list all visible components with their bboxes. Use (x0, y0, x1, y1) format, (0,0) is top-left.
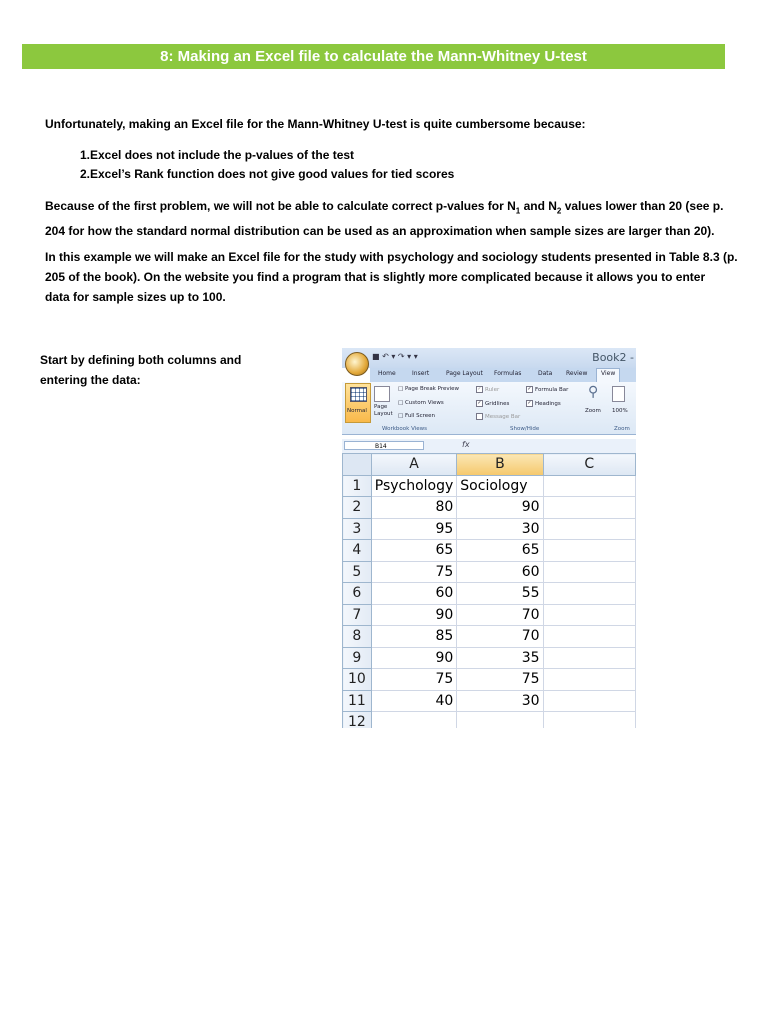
group-workbook-views: Workbook Views (382, 426, 427, 432)
row-header[interactable]: 12 (343, 712, 372, 729)
problem-list (68, 146, 454, 184)
cell[interactable] (543, 626, 635, 648)
cell[interactable] (543, 497, 635, 519)
list-item: 1.Excel does not include the p-values of the test (79, 148, 355, 162)
cell-psychology[interactable]: 80 (371, 497, 457, 519)
table-row (343, 626, 636, 648)
magnifier-icon: ⚲ (588, 384, 599, 400)
table-row (343, 669, 636, 691)
zoom-100-button[interactable]: 100% (612, 408, 628, 414)
cell-sociology[interactable]: 65 (457, 540, 543, 562)
group-zoom: Zoom (614, 426, 630, 432)
ribbon-view (342, 382, 636, 435)
cell-psychology[interactable]: 85 (371, 626, 457, 648)
table-row (343, 561, 636, 583)
ruler-checkbox[interactable]: ✓ Ruler (477, 386, 500, 393)
message-bar-checkbox[interactable]: Message Bar (476, 413, 520, 420)
cell-psychology[interactable]: 40 (371, 690, 457, 712)
page-icon (612, 386, 625, 402)
excel-screenshot (342, 348, 636, 728)
column-header-a[interactable]: A (371, 454, 457, 476)
cell[interactable] (543, 583, 635, 605)
row-header[interactable]: 2 (343, 497, 372, 519)
cell-psychology[interactable]: 75 (371, 669, 457, 691)
column-header-b[interactable]: B (457, 454, 543, 476)
tab-formulas[interactable]: Formulas (494, 370, 522, 377)
tab-view[interactable]: View (596, 368, 620, 382)
cell[interactable] (371, 712, 457, 729)
quick-access-toolbar: ■ ↶ ▾ ↷ ▾ ▾ (372, 352, 418, 361)
formula-bar (342, 439, 636, 454)
office-button-icon[interactable] (345, 352, 369, 376)
gridlines-checkbox[interactable]: ✓ Gridlines (477, 400, 510, 407)
headings-checkbox[interactable]: ✓ Headings (527, 400, 561, 407)
full-screen-button[interactable]: □ Full Screen (398, 413, 436, 419)
normal-label: Normal (347, 408, 367, 414)
table-row (343, 497, 636, 519)
cell[interactable] (543, 669, 635, 691)
cell-sociology[interactable]: 30 (457, 518, 543, 540)
cell[interactable] (543, 475, 635, 497)
row-header[interactable]: 5 (343, 561, 372, 583)
cell-header-sociology[interactable]: Sociology (457, 475, 543, 497)
table-row (343, 647, 636, 669)
table-row (343, 604, 636, 626)
list-item: 2.Excel’s Rank function does not give good values for tied scores (79, 167, 455, 181)
row-header[interactable]: 7 (343, 604, 372, 626)
cell-sociology[interactable]: 75 (457, 669, 543, 691)
fx-icon: fx (462, 440, 470, 449)
cell[interactable] (543, 647, 635, 669)
zoom-button[interactable]: Zoom (585, 408, 601, 414)
row-header[interactable]: 4 (343, 540, 372, 562)
page-layout-icon (374, 386, 390, 402)
paragraph-example: In this example we will make an Excel file for the study with psychology and sociology students presented in Table 8.3 (p. 205 of the book). On the website you find a program that is slightly more complicated because it allows you to enter data for sample sizes up to 100. (45, 250, 738, 304)
cell[interactable] (543, 690, 635, 712)
cell[interactable] (543, 712, 635, 729)
formula-bar-checkbox[interactable]: ✓ Formula Bar (527, 386, 569, 393)
page-layout-button[interactable]: Page Layout (374, 404, 393, 417)
cell-psychology[interactable]: 75 (371, 561, 457, 583)
tab-review[interactable]: Review (566, 370, 588, 377)
cell-sociology[interactable]: 60 (457, 561, 543, 583)
cell-sociology[interactable]: 55 (457, 583, 543, 605)
cell[interactable] (543, 518, 635, 540)
table-row (343, 690, 636, 712)
cell-psychology[interactable]: 90 (371, 647, 457, 669)
tab-page-layout[interactable]: Page Layout (446, 370, 483, 377)
check-icon: ✓ (527, 400, 532, 406)
row-header[interactable]: 1 (343, 475, 372, 497)
check-icon: ✓ (527, 386, 532, 392)
tab-insert[interactable]: Insert (412, 370, 430, 377)
cell-sociology[interactable]: 90 (457, 497, 543, 519)
cell-psychology[interactable]: 65 (371, 540, 457, 562)
custom-views-button[interactable]: □ Custom Views (398, 400, 444, 406)
row-header[interactable]: 9 (343, 647, 372, 669)
cell-sociology[interactable]: 35 (457, 647, 543, 669)
normal-view-button[interactable] (345, 383, 371, 423)
spreadsheet-grid (342, 453, 636, 728)
table-row (343, 518, 636, 540)
row-header[interactable]: 6 (343, 583, 372, 605)
row-header[interactable]: 11 (343, 690, 372, 712)
check-icon: ✓ (477, 386, 482, 392)
row-header[interactable]: 3 (343, 518, 372, 540)
name-box[interactable]: B14 (344, 441, 424, 450)
paragraph-sample-size: Because of the first problem, we will not be able to calculate correct p-values for $N_1$ and $N_2$ values lower than 20 (see p. 204 for how the standard normal distribution can be used as an approximation when sample sizes are larger than 20). (45, 199, 724, 239)
cell[interactable] (543, 561, 635, 583)
check-icon: ✓ (477, 400, 482, 406)
group-show-hide: Show/Hide (510, 426, 540, 432)
row-header[interactable]: 10 (343, 669, 372, 691)
cell-header-psychology[interactable]: Psychology (371, 475, 457, 497)
step-instruction: Start by defining both columns and entering the data: (40, 353, 242, 387)
cell-sociology[interactable]: 70 (457, 626, 543, 648)
tab-home[interactable]: Home (378, 370, 396, 377)
window-title: Book2 - (592, 351, 634, 364)
cell-psychology[interactable]: 95 (371, 518, 457, 540)
row-header[interactable]: 8 (343, 626, 372, 648)
ribbon-tabs (370, 368, 636, 382)
tab-data[interactable]: Data (538, 370, 553, 377)
intro-paragraph: Unfortunately, making an Excel file for the Mann-Whitney U-test is quite cumbersome because: (45, 117, 586, 131)
title-bar (342, 348, 636, 368)
table-row (343, 583, 636, 605)
grid-icon (350, 387, 367, 402)
cell-psychology[interactable]: 90 (371, 604, 457, 626)
table-row (343, 540, 636, 562)
cell[interactable] (543, 604, 635, 626)
cell-psychology[interactable]: 60 (371, 583, 457, 605)
cell[interactable] (543, 540, 635, 562)
cell-sociology[interactable]: 70 (457, 604, 543, 626)
page-break-preview-button[interactable]: □ Page Break Preview (398, 386, 460, 392)
select-all-corner[interactable] (343, 454, 372, 476)
cell-sociology[interactable]: 30 (457, 690, 543, 712)
column-header-c[interactable]: C (543, 454, 635, 476)
cell[interactable] (457, 712, 543, 729)
section-title: 8: Making an Excel file to calculate the Mann-Whitney U-test (22, 44, 725, 69)
